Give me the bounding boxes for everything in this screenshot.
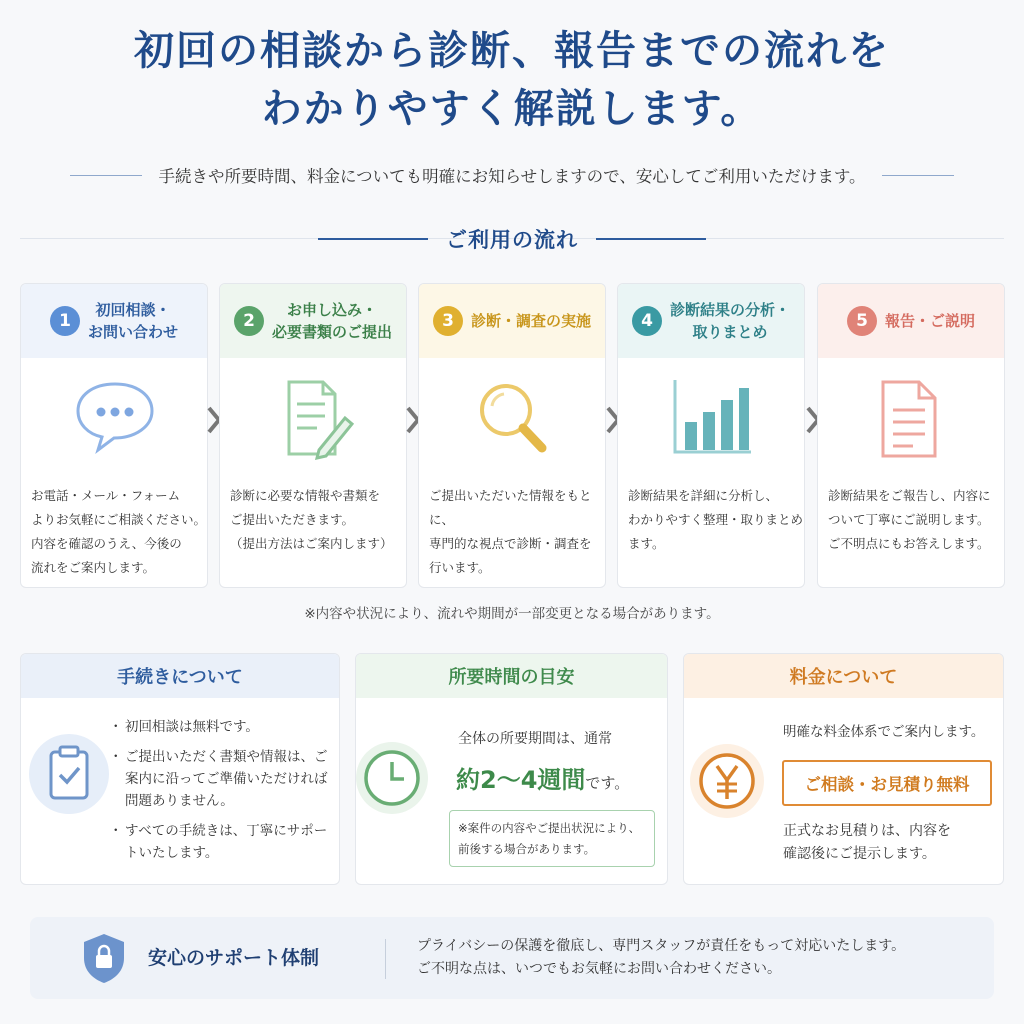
step-header: [419, 284, 605, 358]
step-title: 診断結果の分析・ 取りまとめ: [669, 301, 790, 341]
step-description: お電話・メール・フォーム よりお気軽にご相談ください。 内容を確認のうえ、今後の 流れをご案内します。: [31, 488, 207, 575]
subline: [0, 160, 1024, 190]
page-headline: [0, 22, 1024, 138]
section-rule-right: [596, 238, 706, 240]
report-document-icon: [818, 376, 1005, 456]
step-description: 診断結果をご報告し、内容に ついて丁寧にご説明します。 ご不明点にもお答えします。: [828, 488, 991, 551]
chat-bubble-icon: [21, 376, 208, 456]
step-description: 診断に必要な情報や書類を ご提出いただきます。 （提出方法はご案内します）: [230, 488, 393, 551]
fee-title: 料金について: [684, 654, 1003, 698]
step-number: 5: [847, 306, 877, 336]
step-card-5: [817, 283, 1005, 588]
duration-card: [355, 653, 668, 885]
headline-line-1: 初回の相談から診断、報告までの流れを: [134, 27, 890, 74]
fee-card: [683, 653, 1004, 885]
support-divider: [385, 939, 386, 979]
fee-lead: 明確な料金体系でご案内します。: [783, 724, 985, 740]
step-title: 診断・調査の実施: [470, 312, 591, 330]
yen-icon: [690, 744, 764, 818]
step-description: ご提出いただいた情報をもとに、 専門的な視点で診断・調査を 行います。: [429, 488, 592, 575]
section-title-text: ご利用の流れ: [446, 228, 578, 252]
step-description: 診断結果を詳細に分析し、 わかりやすく整理・取りまとめ ます。: [628, 488, 804, 551]
step-header: [618, 284, 804, 358]
magnifier-icon: [419, 376, 606, 456]
subline-text: 手続きや所要時間、料金についても明確にお知らせしますので、安心してご利用いただけます。: [158, 167, 866, 186]
duration-suffix: です。: [585, 774, 630, 792]
flow-note: ※内容や状況により、流れや期間が一部変更となる場合があります。: [304, 606, 720, 622]
step-card-2: [219, 283, 407, 588]
shield-lock-icon: [80, 931, 128, 989]
step-title: 報告・ご説明: [884, 312, 975, 330]
list-item: ・ すべての手続きは、丁寧にサポートいたします。: [113, 820, 335, 864]
step-header: [818, 284, 1004, 358]
step-number: 4: [632, 306, 662, 336]
step-title: お申し込み・ 必要書類のご提出: [271, 301, 392, 341]
document-pen-icon: [220, 376, 407, 456]
duration-lead: 全体の所要期間は、通常: [458, 731, 612, 747]
list-item: ・ ご提出いただく書類や情報は、ご案内に沿ってご準備いただければ問題ありません。: [113, 746, 335, 812]
section-rule-left: [318, 238, 428, 240]
duration-title: 所要時間の目安: [356, 654, 667, 698]
clock-icon: [356, 742, 428, 814]
support-title: 安心のサポート体制: [148, 947, 320, 969]
bar-chart-icon: [618, 376, 805, 456]
step-number: 3: [433, 306, 463, 336]
subline-rule-left: [70, 175, 142, 176]
procedure-bullets: [113, 716, 335, 872]
step-header: [21, 284, 207, 358]
step-card-1: [20, 283, 208, 588]
support-text: プライバシーの保護を徹底し、専門スタッフが責任をもって対応いたします。 ご不明な点は、いつでもお気軽にお問い合わせください。: [417, 938, 906, 977]
procedure-card: [20, 653, 340, 885]
step-header: [220, 284, 406, 358]
duration-note: ※案件の内容やご提出状況により、 前後する場合があります。: [449, 810, 655, 867]
duration-big: 約2〜4週間: [456, 766, 586, 794]
step-title: 初回相談・ お問い合わせ: [87, 301, 178, 341]
support-banner: [30, 917, 994, 999]
clipboard-check-icon: [29, 734, 109, 814]
duration-value: [456, 760, 629, 795]
headline-line-2: わかりやすく解説します。: [261, 85, 763, 132]
fee-badge: ご相談・お見積り無料: [782, 760, 992, 806]
step-number: 1: [50, 306, 80, 336]
fee-body: 正式なお見積りは、内容を 確認後にご提示します。: [783, 823, 951, 862]
step-card-3: [418, 283, 606, 588]
section-title: [20, 222, 1004, 256]
step-card-4: [617, 283, 805, 588]
procedure-title: 手続きについて: [21, 654, 339, 698]
list-item: ・ 初回相談は無料です。: [113, 716, 335, 738]
step-number: 2: [234, 306, 264, 336]
subline-rule-right: [882, 175, 954, 176]
